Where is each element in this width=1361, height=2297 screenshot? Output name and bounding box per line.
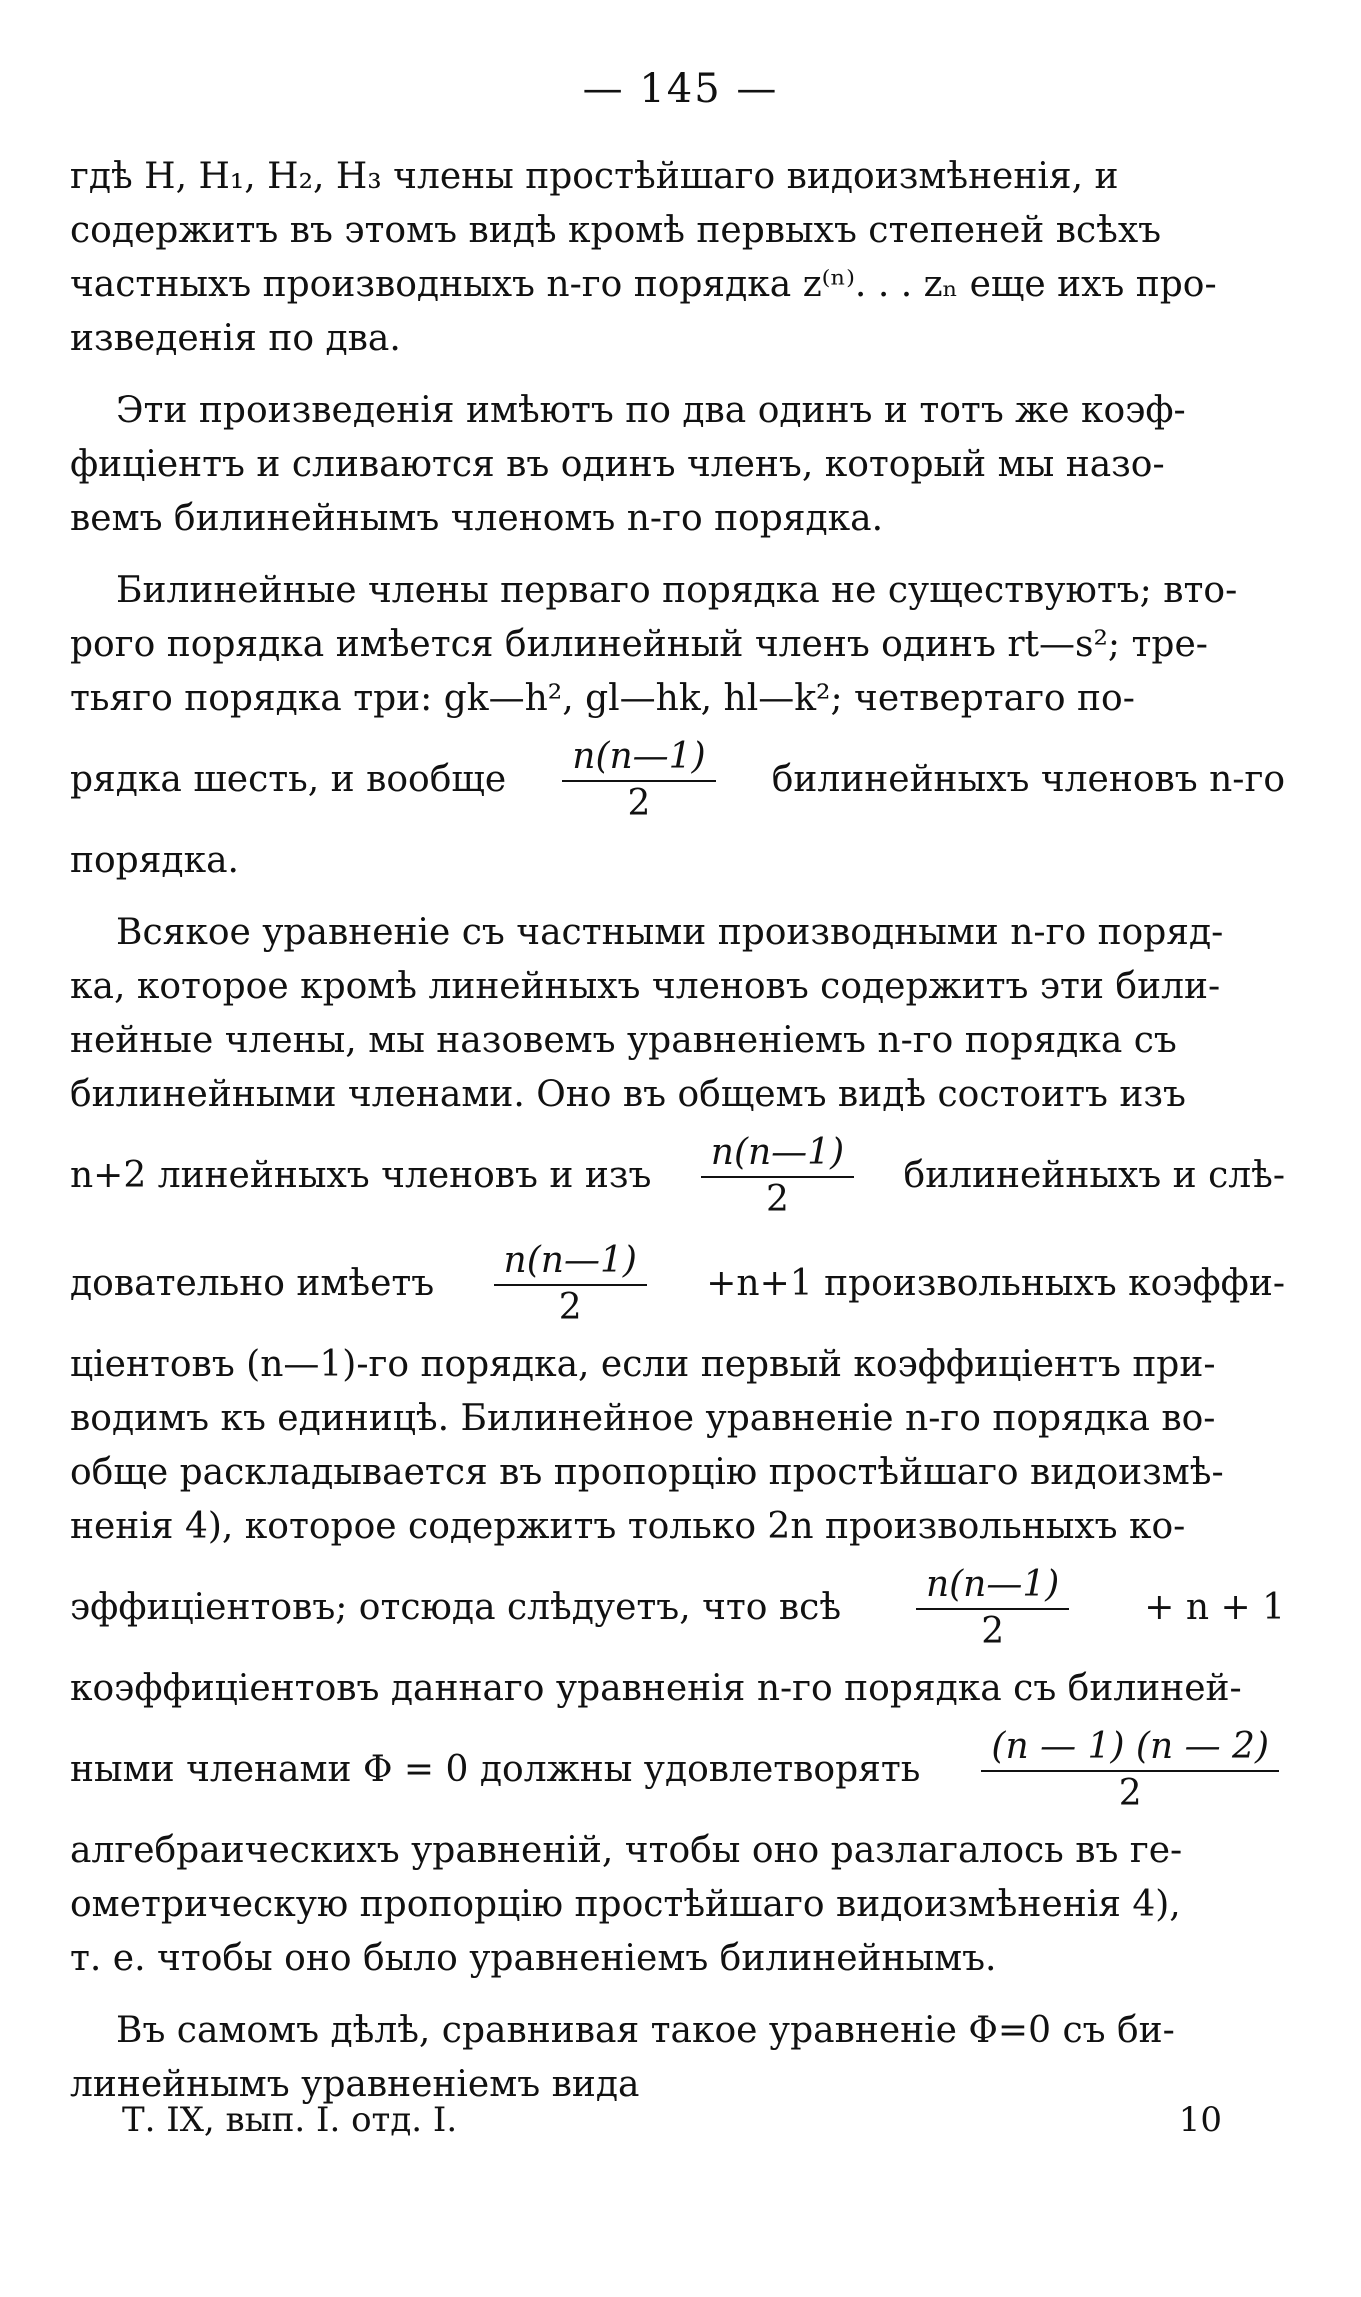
text-segment: +n+1 произвольныхъ коэффи- xyxy=(706,1263,1285,1304)
paragraph-5 xyxy=(70,2004,1285,2112)
text-line: нейные члены, мы назовемъ уравненіемъ n-го порядка съ xyxy=(70,1020,1177,1061)
equation-line xyxy=(70,1230,1285,1338)
fraction-denominator: 2 xyxy=(627,783,651,824)
equation-line xyxy=(70,726,1285,834)
text-line: гдѣ H, H₁, H₂, H₃ члены простѣйшаго видоизмѣненія, и xyxy=(70,156,1119,197)
fraction-numerator: (n — 1) (n — 2) xyxy=(981,1724,1279,1772)
text-line: вемъ билинейнымъ членомъ n-го порядка. xyxy=(70,498,884,539)
equation-line xyxy=(70,1554,1285,1662)
footer-signature: Т. IX, вып. I. отд. I. xyxy=(122,2100,458,2140)
text-line: Эти произведенія имѣютъ по два одинъ и тотъ же коэф- xyxy=(116,390,1186,431)
fraction-denominator: 2 xyxy=(981,1611,1005,1652)
text-segment: билинейныхъ и слѣ- xyxy=(903,1155,1285,1196)
fraction-numerator: n(n—1) xyxy=(916,1562,1069,1610)
text-segment: рядка шесть, и вообще xyxy=(70,759,507,800)
text-line: рого порядка имѣется билинейный членъ одинъ rt—s²; тре- xyxy=(70,624,1208,665)
text-line: частныхъ производныхъ n-го порядка z⁽ⁿ⁾. . . zₙ еще ихъ про- xyxy=(70,264,1217,305)
page-footer xyxy=(122,2100,1222,2140)
fraction-denominator: 2 xyxy=(766,1179,789,1220)
text-line: тьяго порядка три: gk—h², gl—hk, hl—k²; четвертаго по- xyxy=(70,678,1135,719)
fraction-denominator: 2 xyxy=(1118,1773,1142,1814)
text-line: изведенія по два. xyxy=(70,318,401,359)
text-segment: n+2 линейныхъ членовъ и изъ xyxy=(70,1155,652,1196)
fraction xyxy=(916,1562,1069,1654)
footer-sheet-number: 10 xyxy=(1178,2100,1222,2140)
text-line: Въ самомъ дѣлѣ, сравнивая такое уравненіе Φ=0 съ би- xyxy=(116,2010,1175,2051)
text-segment: билинейныхъ членовъ n-го xyxy=(771,759,1285,800)
text-line: алгебраическихъ уравненій, чтобы оно разлагалось въ ге- xyxy=(70,1830,1183,1871)
text-line: обще раскладывается въ пропорцію простѣйшаго видоизмѣ- xyxy=(70,1452,1224,1493)
text-line: ка, которое кромѣ линейныхъ членовъ содержитъ эти били- xyxy=(70,966,1221,1007)
text-line: содержитъ въ этомъ видѣ кромѣ первыхъ степеней всѣхъ xyxy=(70,210,1162,251)
text-segment: + n + 1 xyxy=(1144,1587,1285,1628)
paragraph-4 xyxy=(70,906,1285,1986)
equation-line xyxy=(70,1716,1285,1824)
text-line: т. е. чтобы оно было уравненіемъ билинейнымъ. xyxy=(70,1938,997,1979)
fraction xyxy=(562,734,715,826)
text-line: Всякое уравненіе съ частными производными n-го поряд- xyxy=(116,912,1224,953)
paragraph-1 xyxy=(70,150,1285,366)
paragraph-2 xyxy=(70,384,1285,546)
text-segment: эффиціентовъ; отсюда слѣдуетъ, что всѣ xyxy=(70,1587,842,1628)
text-line: билинейными членами. Оно въ общемъ видѣ состоитъ изъ xyxy=(70,1074,1186,1115)
fraction xyxy=(981,1724,1279,1816)
text-line: ометрическую пропорцію простѣйшаго видоизмѣненія 4), xyxy=(70,1884,1181,1925)
text-line: линейнымъ уравненіемъ вида xyxy=(70,2064,640,2105)
text-line: ціентовъ (n—1)-го порядка, если первый коэффиціентъ при- xyxy=(70,1344,1216,1385)
text-line: коэффиціентовъ даннаго уравненія n-го порядка съ билиней- xyxy=(70,1668,1242,1709)
text-line: фиціентъ и сливаются въ одинъ членъ, который мы назо- xyxy=(70,444,1165,485)
equation-line xyxy=(70,1122,1285,1230)
fraction-denominator: 2 xyxy=(558,1287,582,1328)
body-text xyxy=(70,150,1285,2130)
fraction xyxy=(494,1238,647,1330)
text-line: Билинейные члены перваго порядка не существуютъ; вто- xyxy=(116,570,1238,611)
text-line: водимъ къ единицѣ. Билинейное уравненіе n-го порядка во- xyxy=(70,1398,1216,1439)
text-segment: довательно имѣетъ xyxy=(70,1263,435,1304)
text-line: порядка. xyxy=(70,840,239,881)
fraction-numerator: n(n—1) xyxy=(562,734,715,782)
fraction-numerator: n(n—1) xyxy=(494,1238,647,1286)
text-line: ненія 4), которое содержитъ только 2n произвольныхъ ко- xyxy=(70,1506,1186,1547)
fraction xyxy=(701,1130,854,1222)
paragraph-3 xyxy=(70,564,1285,888)
page-number: — 145 — xyxy=(582,66,779,112)
text-segment: ными членами Φ = 0 должны удовлетворять xyxy=(70,1749,921,1790)
fraction-numerator: n(n—1) xyxy=(701,1130,854,1178)
